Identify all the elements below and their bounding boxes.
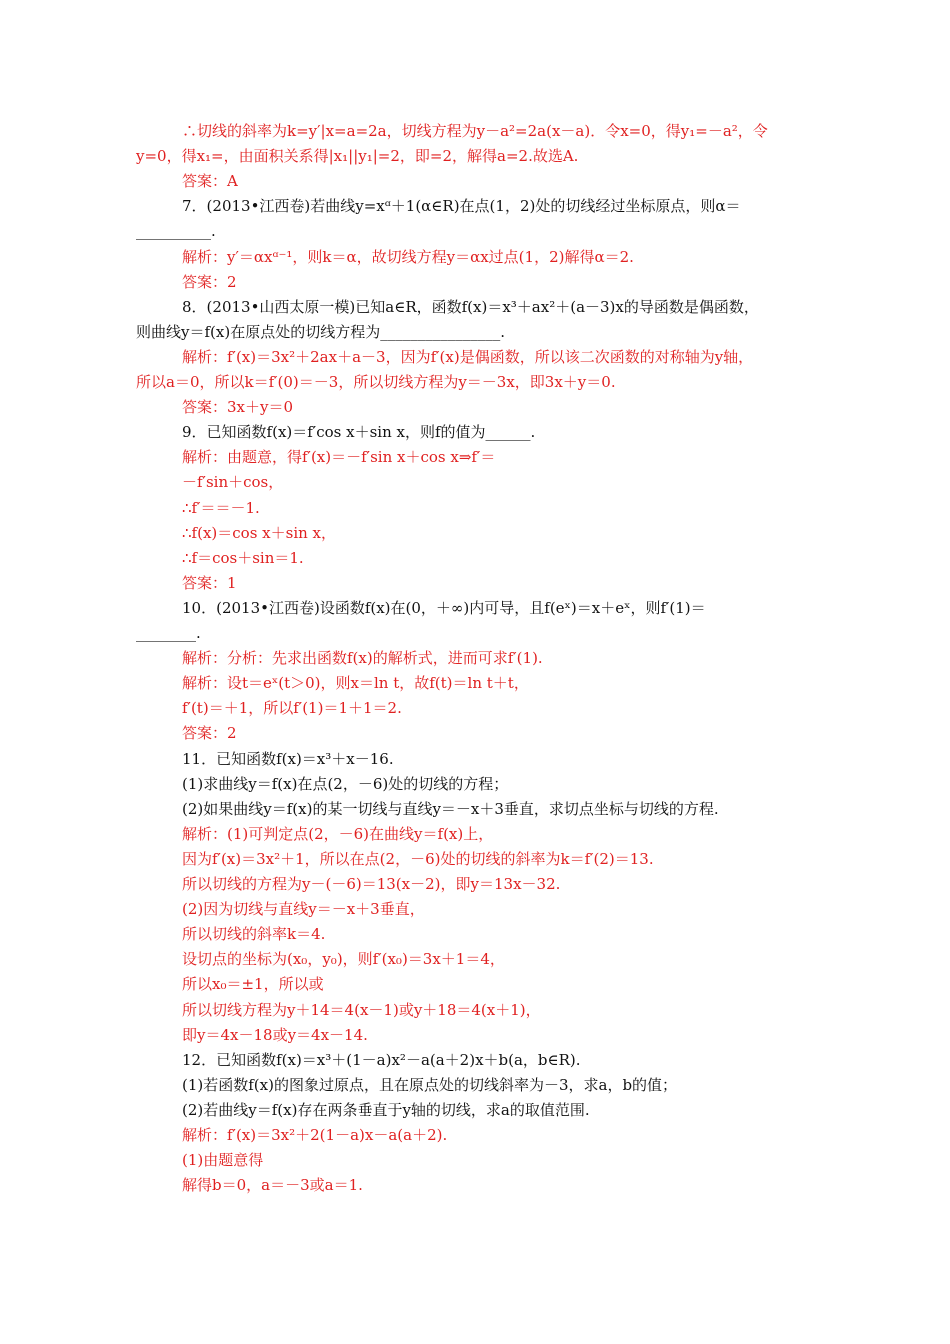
text-line: －f′sin＋cos， [182, 473, 284, 492]
text-line: 7．(2013•江西卷)若曲线y=xᵅ＋1(α∈R)在点(1，2)处的切线经过坐标原点，则α＝ [182, 197, 741, 216]
text-line: y=0，得x₁=，由面积关系得|x₁||y₁|=2，即=2，解得a=2.故选A. [136, 147, 579, 166]
text-line: (1)求曲线y＝f(x)在点(2，－6)处的切线的方程； [182, 774, 509, 793]
text-line: 解析：f′(x)＝3x²＋2(1－a)x－a(a＋2). [182, 1126, 448, 1144]
text-line: (2)如果曲线y＝f(x)的某一切线与直线y＝－x＋3垂直，求切点坐标与切线的方程. [182, 799, 719, 818]
text-line: 所以切线的方程为y－(－6)＝13(x－2)，即y＝13x－32. [182, 875, 561, 893]
text-line: 解得b＝0，a＝－3或a＝1. [182, 1176, 363, 1195]
text-line: 解析：分析：先求出函数f(x)的解析式，进而可求f′(1). [182, 649, 543, 668]
text-line: 9．已知函数f(x)＝f′cos x＋sin x，则f的值为______. [182, 423, 536, 442]
text-line: (1)由题意得 [182, 1151, 264, 1170]
text-line: __________. [136, 222, 216, 241]
text-line: 答案：A [182, 172, 238, 191]
text-line: 答案：2 [182, 272, 237, 291]
text-line: 即y＝4x－18或y＝4x－14. [182, 1025, 368, 1044]
text-line: 所以切线方程为y＋14＝4(x－1)或y＋18＝4(x＋1)， [182, 1000, 541, 1019]
text-line: 解析：设t＝eˣ(t＞0)，则x＝ln t，故f(t)＝ln t＋t， [182, 674, 529, 693]
text-line: 则曲线y＝f(x)在原点处的切线方程为________________. [136, 322, 505, 341]
text-line: 答案：2 [182, 724, 237, 743]
text-line: 所以x₀＝±1，所以或 [182, 975, 324, 994]
text-line: 设切点的坐标为(x₀，y₀)，则f′(x₀)＝3x＋1＝4， [182, 950, 505, 969]
text-line: 11．已知函数f(x)＝x³＋x－16. [182, 749, 394, 768]
text-line: 所以切线的斜率k＝4. [182, 925, 326, 944]
text-line: (2)因为切线与直线y＝－x＋3垂直， [182, 900, 425, 919]
text-line: (2)若曲线y＝f(x)存在两条垂直于y轴的切线，求a的取值范围. [182, 1100, 590, 1119]
text-line: 12．已知函数f(x)＝x³＋(1－a)x²－a(a＋2)x＋b(a，b∈R). [182, 1050, 581, 1069]
text-line: ∴f＝cos＋sin＝1. [182, 548, 304, 567]
text-line: ________. [136, 624, 201, 642]
text-line: 10．(2013•江西卷)设函数f(x)在(0，＋∞)内可导，且f(eˣ)＝x＋eˣ，则f′(1)＝ [182, 598, 706, 617]
text-line: ∴切线的斜率为k=y′|x=a=2a，切线方程为y－a²=2a(x－a)．令x=0，得y₁=－a²，令 [182, 122, 768, 140]
text-line: 8．(2013•山西太原一模)已知a∈R，函数f(x)＝x³＋ax²＋(a－3)x的导函数是偶函数， [182, 297, 759, 316]
text-line: 因为f′(x)＝3x²＋1，所以在点(2，－6)处的切线的斜率为k＝f′(2)＝13. [182, 849, 654, 868]
text-line: (1)若函数f(x)的图象过原点，且在原点处的切线斜率为－3，求a，b的值； [182, 1075, 678, 1094]
text-line: 解析：f′(x)＝3x²＋2ax＋a－3，因为f′(x)是偶函数，所以该二次函数的对称轴为y轴， [182, 347, 754, 366]
text-line: 答案：1 [182, 573, 237, 592]
text-line: f′(t)＝＋1，所以f′(1)＝1＋1＝2. [182, 699, 402, 718]
text-line: 解析：由题意，得f′(x)＝－f′sin x＋cos x⇒f′＝ [182, 448, 496, 467]
text-line: 所以a＝0，所以k＝f′(0)＝－3，所以切线方程为y＝－3x，即3x＋y＝0. [136, 373, 616, 391]
text-line: ∴f(x)＝cos x＋sin x， [182, 523, 336, 542]
text-line: 解析：y′＝αxᵅ⁻¹，则k＝α，故切线方程y＝αx过点(1，2)解得α＝2. [182, 247, 634, 266]
text-line: 答案：3x＋y＝0 [182, 398, 294, 417]
text-line: ∴f′＝＝－1. [182, 498, 260, 517]
text-line: 解析：(1)可判定点(2，－6)在曲线y＝f(x)上， [182, 824, 494, 843]
